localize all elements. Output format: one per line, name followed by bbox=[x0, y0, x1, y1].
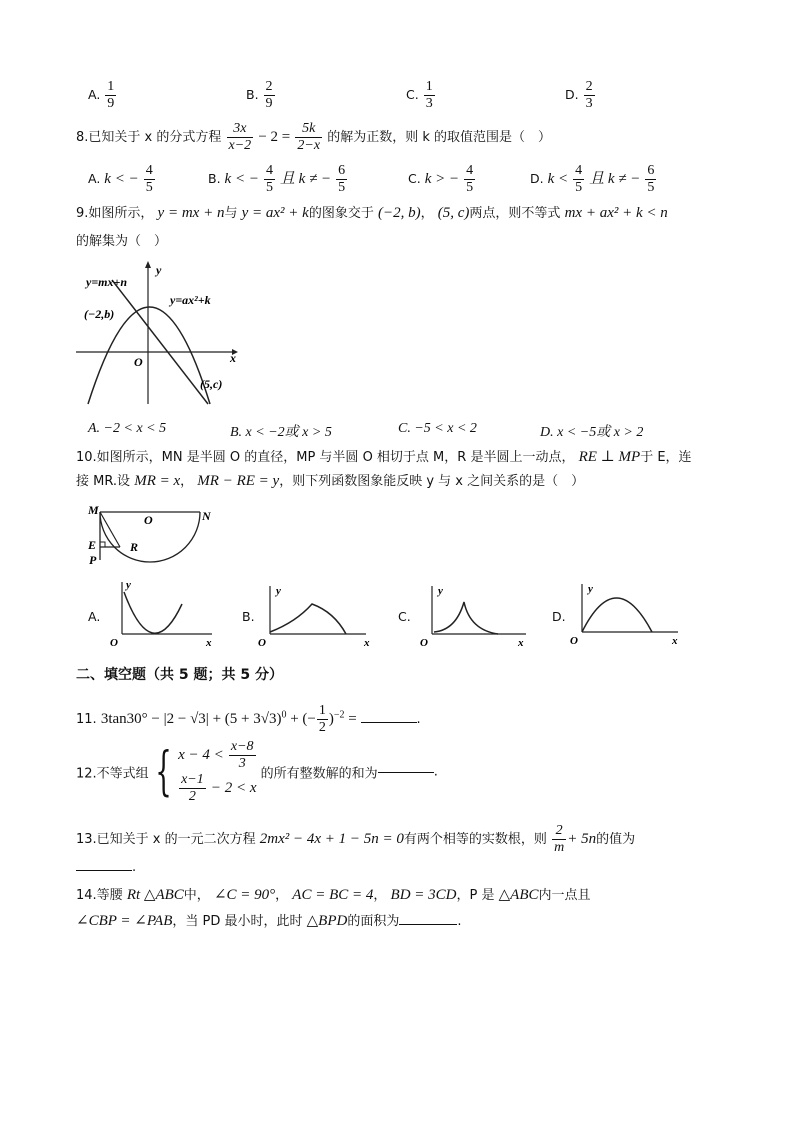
svg-text:y: y bbox=[126, 579, 131, 591]
brace-icon: { bbox=[155, 742, 172, 802]
q10-option-a-graph[interactable] bbox=[104, 576, 222, 650]
q9-graph bbox=[72, 258, 252, 408]
y-axis-arrow-icon bbox=[145, 261, 151, 268]
q10-option-d-graph[interactable] bbox=[568, 580, 686, 650]
q11-answer-blank[interactable] bbox=[361, 722, 417, 723]
point1-label: (−2,b) bbox=[84, 307, 115, 321]
q9-stem-line2: 的解集为（ ） bbox=[76, 234, 168, 249]
q10-option-a-label[interactable]: A. bbox=[88, 609, 101, 624]
q7-option-c[interactable]: C. $\frac{1}{3}$ bbox=[406, 79, 433, 111]
q10-stem-line2: 接 MR.设 MR = x， MR − RE = y，则下列函数图象能反映 y 与 x 之间关系的是（ ） bbox=[76, 473, 585, 489]
q9-stem-line1: 9.如图所示， y = mx + n与 y = ax² + k的图象交于 (−2, b)， (5, c)两点，则不等式 mx + ax² + k < n bbox=[76, 205, 668, 221]
label-p: P bbox=[89, 553, 97, 567]
label-m: M bbox=[88, 503, 99, 517]
q10-option-b-graph[interactable] bbox=[256, 582, 378, 652]
curve-b bbox=[270, 604, 346, 634]
q13-answer-blank[interactable] bbox=[76, 870, 132, 871]
q14-line2: ∠CBP = ∠PAB，当 PD 最小时，此时 △BPD的面积为 . bbox=[76, 913, 462, 929]
q8-option-b[interactable]: B. k < − $\frac{4}{5}$ 且 k ≠ − $\frac{6}{5}$ bbox=[208, 163, 346, 195]
q7-option-d[interactable]: D. $\frac{2}{3}$ bbox=[565, 79, 593, 111]
label-e: E bbox=[88, 538, 97, 552]
svg-text:x: x bbox=[206, 637, 212, 649]
q14-answer-blank[interactable] bbox=[399, 924, 457, 925]
y-axis-label: y bbox=[156, 263, 162, 277]
q9-option-a[interactable]: A. −2 < x < 5 bbox=[88, 421, 167, 436]
q12: 12.不等式组 { x − 4 < $\frac{x-8}{3}$ $\frac{x-1}{2}$ − 2 < x 的所有整数解的和为 . bbox=[76, 739, 438, 804]
label-r: R bbox=[130, 540, 139, 554]
q13-answer-line: . bbox=[76, 860, 136, 875]
q10-option-b-label[interactable]: B. bbox=[242, 609, 255, 624]
q10-semicircle-figure bbox=[84, 500, 234, 572]
q10-option-c-label[interactable]: C. bbox=[398, 609, 411, 624]
q12-answer-blank[interactable] bbox=[378, 772, 434, 773]
svg-text:O: O bbox=[110, 637, 118, 649]
label-o: O bbox=[144, 513, 153, 527]
label-n: N bbox=[202, 509, 211, 523]
origin-label: O bbox=[134, 355, 143, 369]
parabola-label: y=ax²+k bbox=[170, 293, 211, 307]
q14-line1: 14.等腰 Rt △ABC中， ∠C = 90°， AC = BC = 4， BD = 3CD，P 是 △ABC内一点且 bbox=[76, 887, 591, 903]
q8-option-d[interactable]: D. k < $\frac{4}{5}$ 且 k ≠ − $\frac{6}{5}$ bbox=[530, 163, 655, 195]
svg-text:O: O bbox=[420, 637, 428, 649]
q9-option-b[interactable]: B. x < −2或 x > 5 bbox=[230, 425, 332, 440]
curve-a bbox=[124, 592, 182, 633]
section-heading: 二、填空题（共 5 题；共 5 分） bbox=[76, 667, 283, 683]
svg-text:y: y bbox=[438, 585, 443, 597]
q7-option-a[interactable]: A. $\frac{1}{9}$ bbox=[88, 79, 115, 111]
svg-text:y: y bbox=[276, 585, 281, 597]
q9-option-c[interactable]: C. −5 < x < 2 bbox=[398, 421, 477, 436]
x-axis-label: x bbox=[230, 351, 236, 365]
q10-stem-line1: 10.如图所示，MN 是半圆 O 的直径，MP 与半圆 O 相切于点 M，R 是半圆上一动点， RE ⊥ MP于 E，连 bbox=[76, 449, 692, 465]
svg-text:O: O bbox=[570, 635, 578, 647]
right-angle-mark bbox=[100, 542, 105, 547]
inequality-system: x − 4 < $\frac{x-8}{3}$ $\frac{x-1}{2}$ − 2 < x bbox=[178, 739, 257, 804]
q9-option-d[interactable]: D. x < −5或 x > 2 bbox=[540, 425, 644, 440]
svg-text:O: O bbox=[258, 637, 266, 649]
q10-option-d-label[interactable]: D. bbox=[552, 609, 566, 624]
curve-c bbox=[434, 602, 498, 634]
svg-text:y: y bbox=[588, 583, 593, 595]
line-label: y=mx+n bbox=[86, 275, 128, 289]
q10-option-c-graph[interactable] bbox=[418, 582, 536, 652]
q11: 11. $3\tan 30^\circ - |2 - √3| + (5 + 3√3)^0$ + (− $\frac{1}{2}$ )$^{-2}$ = . bbox=[76, 703, 421, 735]
svg-text:x: x bbox=[518, 637, 524, 649]
curve-d bbox=[582, 598, 652, 632]
q13: 13.已知关于 x 的一元二次方程 2mx² − 4x + 1 − 5n = 0有两个相等的实数根，则 $\frac{2}{m}$ + 5n的值为 bbox=[76, 823, 636, 855]
q7-option-b[interactable]: B. $\frac{2}{9}$ bbox=[246, 79, 273, 111]
q8-stem: 8.已知关于 x 的分式方程 $\frac{3x}{x-2}$ − 2 = $\frac{5k}{2-x}$ 的解为正数，则 k 的取值范围是（ ） bbox=[76, 121, 551, 153]
parabola-curve bbox=[88, 307, 210, 404]
point2-label: (5,c) bbox=[200, 377, 223, 391]
svg-text:x: x bbox=[364, 637, 370, 649]
svg-text:x: x bbox=[672, 635, 678, 647]
q8-option-c[interactable]: C. k > − $\frac{4}{5}$ bbox=[408, 163, 474, 195]
q8-option-a[interactable]: A. k < − $\frac{4}{5}$ bbox=[88, 163, 153, 195]
